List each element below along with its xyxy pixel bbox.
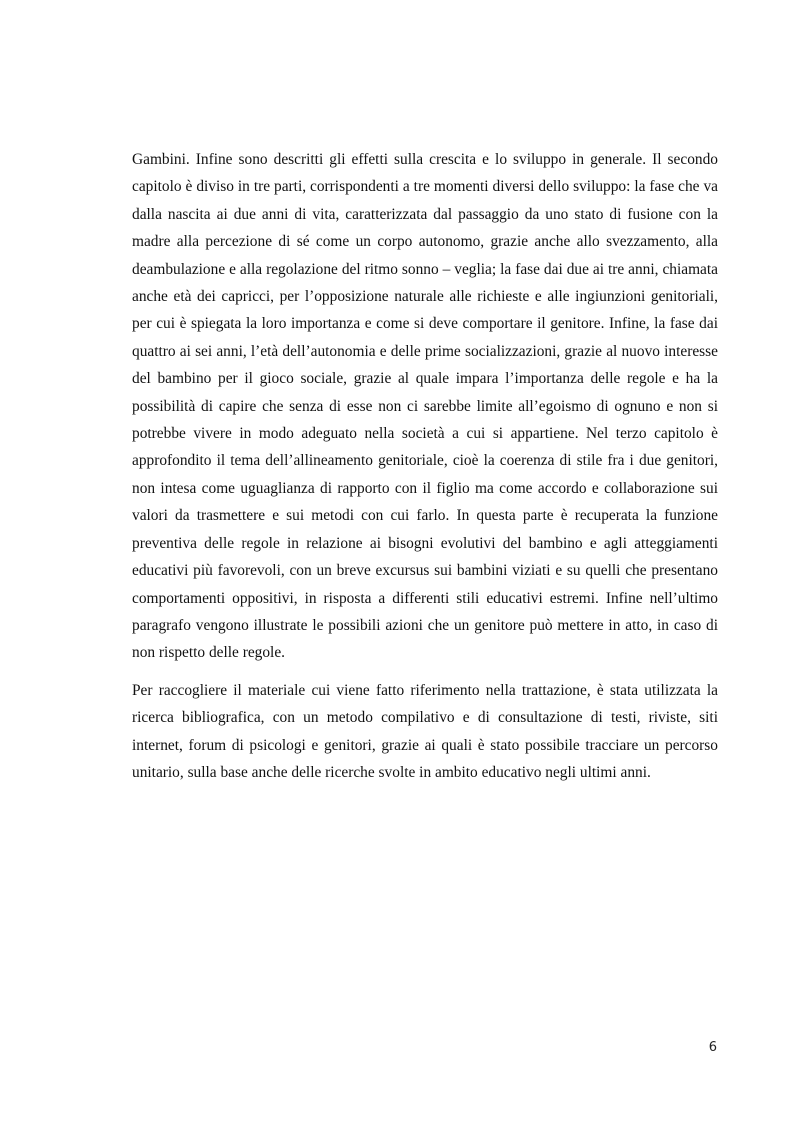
paragraph-methodology: Per raccogliere il materiale cui viene fatto riferimento nella trattazione, è stata utilizzata la ricerca bibliografica, con un metodo compilativo e di consultazione di testi, riviste, siti internet, forum di psicologi e genitori, grazie ai quali è stato possibile tracciare un percorso unitario, sulla base anche delle ricerche svolte in ambito educativo negli ultimi anni. (132, 681, 718, 781)
body-text (132, 146, 718, 786)
paragraph-chapter-summary: Gambini. Infine sono descritti gli effetti sulla crescita e lo sviluppo in generale. Il secondo capitolo è diviso in tre parti, corrispondenti a tre momenti diversi dello sviluppo: la fase che va dalla nascita ai due anni di vita, caratterizzata dal passaggio da uno stato di fusione con la madre alla percezione di sé come un corpo autonomo, grazie anche allo svezzamento, alla deambulazione e alla regolazione del ritmo sonno – veglia; la fase dai due ai tre anni, chiamata anche età dei capricci, per l’opposizione naturale alle richieste e alle ingiunzioni genitoriali, per cui è spiegata la loro importanza e come si deve comportare il genitore. Infine, la fase dai quattro ai sei anni, l’età dell’autonomia e delle prime socializzazioni, grazie al nuovo interesse del bambino per il gioco sociale, grazie al quale impara l’importanza delle regole e ha la possibilità di capire che senza di esse non ci sarebbe limite all’egoismo di ognuno e non si potrebbe vivere in modo adeguato nella società a cui si appartiene. Nel terzo capitolo è approfondito il tema dell’allineamento genitoriale, cioè la coerenza di stile fra i due genitori, non intesa come uguaglianza di rapporto con il figlio ma come accordo e collaborazione sui valori da trasmettere e sui metodi con cui farlo. In questa parte è recuperata la funzione preventiva delle regole in relazione ai bisogni evolutivi del bambino e agli atteggiamenti educativi più favorevoli, con un breve excursus sui bambini viziati e su quelli che presentano comportamenti oppositivi, in risposta a differenti stili educativi estremi. Infine nell’ultimo paragrafo vengono illustrate le possibili azioni che un genitore può mettere in atto, in caso di non rispetto delle regole. (132, 151, 718, 662)
page-number: 6 (708, 1040, 717, 1055)
